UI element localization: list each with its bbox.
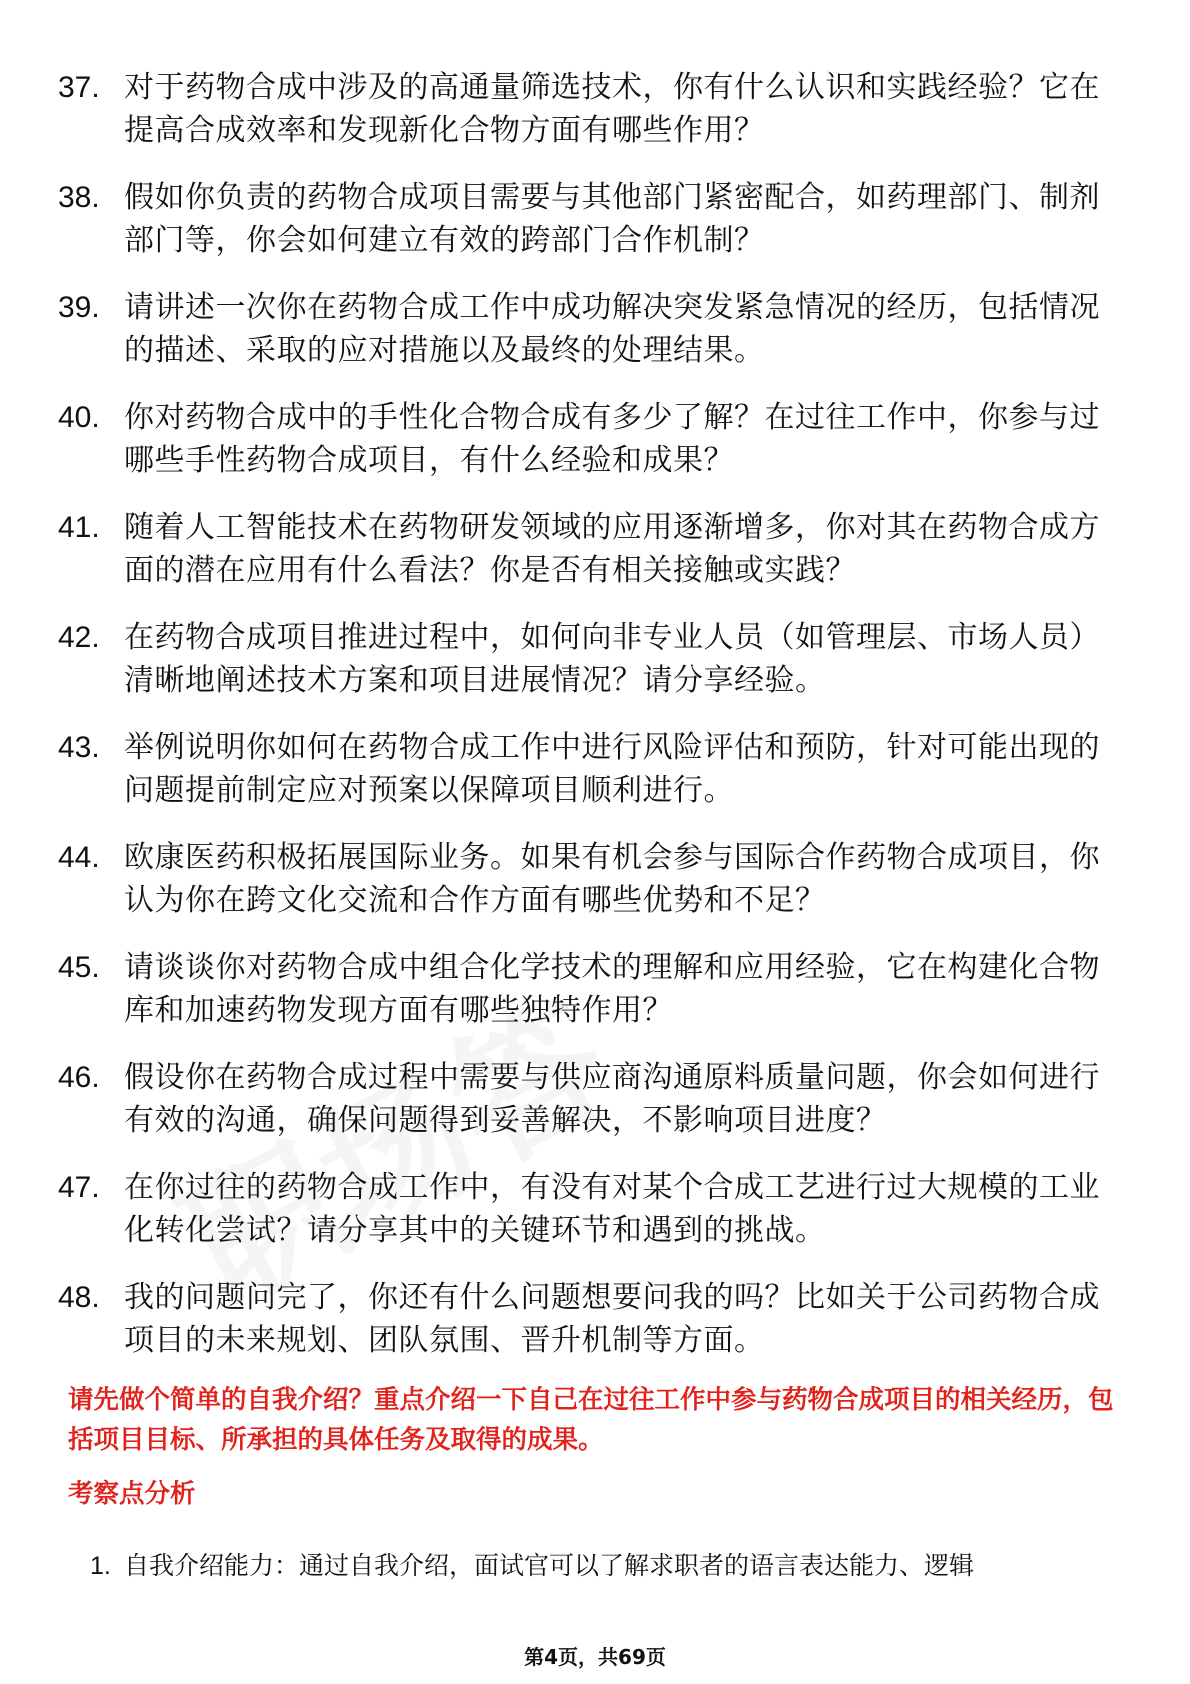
question-item: [58, 1166, 1118, 1252]
analysis-item: [90, 1547, 1120, 1585]
question-number: 45.: [58, 951, 100, 984]
question-item: [58, 506, 1118, 592]
question-number: 43.: [58, 731, 100, 764]
analysis-number: 1.: [90, 1552, 111, 1580]
analysis-list: [90, 1547, 1120, 1585]
question-text: 在你过往的药物合成工作中，有没有对某个合成工艺进行过大规模的工业化转化尝试？请分享其中的关键环节和遇到的挑战。: [124, 1170, 1100, 1248]
question-text: 欧康医药积极拓展国际业务。如果有机会参与国际合作药物合成项目，你认为你在跨文化交流和合作方面有哪些优势和不足？: [124, 840, 1100, 918]
question-number: 47.: [58, 1171, 100, 1204]
page-footer: 第4页，共69页: [524, 1645, 666, 1669]
question-number: 41.: [58, 511, 100, 544]
highlight-question: 请先做个简单的自我介绍？重点介绍一下自己在过往工作中参与药物合成项目的相关经历，包括项目目标、所承担的具体任务及取得的成果。: [68, 1385, 1114, 1455]
question-text: 随着人工智能技术在药物研发领域的应用逐渐增多，你对其在药物合成方面的潜在应用有什么看法？你是否有相关接触或实践？: [124, 510, 1100, 588]
question-item: [58, 946, 1118, 1032]
question-text: 假如你负责的药物合成项目需要与其他部门紧密配合，如药理部门、制剂部门等，你会如何建立有效的跨部门合作机制？: [124, 180, 1100, 258]
question-number: 39.: [58, 291, 100, 324]
question-item: [58, 726, 1118, 812]
analysis-text: 自我介绍能力：通过自我介绍，面试官可以了解求职者的语言表达能力、逻辑: [124, 1551, 975, 1580]
question-text: 你对药物合成中的手性化合物合成有多少了解？在过往工作中，你参与过哪些手性药物合成项目，有什么经验和成果？: [124, 400, 1100, 478]
question-number: 46.: [58, 1061, 100, 1094]
question-item: [58, 1056, 1118, 1142]
question-text: 举例说明你如何在药物合成工作中进行风险评估和预防，针对可能出现的问题提前制定应对预案以保障项目顺利进行。: [124, 730, 1100, 808]
question-text: 请讲述一次你在药物合成工作中成功解决突发紧急情况的经历，包括情况的描述、采取的应对措施以及最终的处理结果。: [124, 290, 1100, 368]
question-number: 37.: [58, 71, 100, 104]
question-text: 假设你在药物合成过程中需要与供应商沟通原料质量问题，你会如何进行有效的沟通，确保问题得到妥善解决，不影响项目进度？: [124, 1060, 1100, 1138]
question-item: [58, 176, 1118, 262]
question-text: 请谈谈你对药物合成中组合化学技术的理解和应用经验，它在构建化合物库和加速药物发现方面有哪些独特作用？: [124, 950, 1100, 1028]
question-item: [58, 286, 1118, 372]
question-text: 在药物合成项目推进过程中，如何向非专业人员（如管理层、市场人员）清晰地阐述技术方案和项目进展情况？请分享经验。: [124, 620, 1100, 698]
question-number: 44.: [58, 841, 100, 874]
question-list: [58, 66, 1118, 1386]
question-item: [58, 1276, 1118, 1362]
question-item: [58, 66, 1118, 152]
analysis-heading: 考察点分析: [68, 1479, 196, 1509]
question-number: 38.: [58, 181, 100, 214]
question-number: 48.: [58, 1281, 100, 1314]
question-text: 我的问题问完了，你还有什么问题想要问我的吗？比如关于公司药物合成项目的未来规划、团队氛围、晋升机制等方面。: [124, 1280, 1100, 1358]
question-item: [58, 396, 1118, 482]
question-number: 42.: [58, 621, 100, 654]
question-item: [58, 616, 1118, 702]
question-item: [58, 836, 1118, 922]
question-text: 对于药物合成中涉及的高通量筛选技术，你有什么认识和实践经验？它在提高合成效率和发现新化合物方面有哪些作用？: [124, 70, 1100, 148]
question-number: 40.: [58, 401, 100, 434]
